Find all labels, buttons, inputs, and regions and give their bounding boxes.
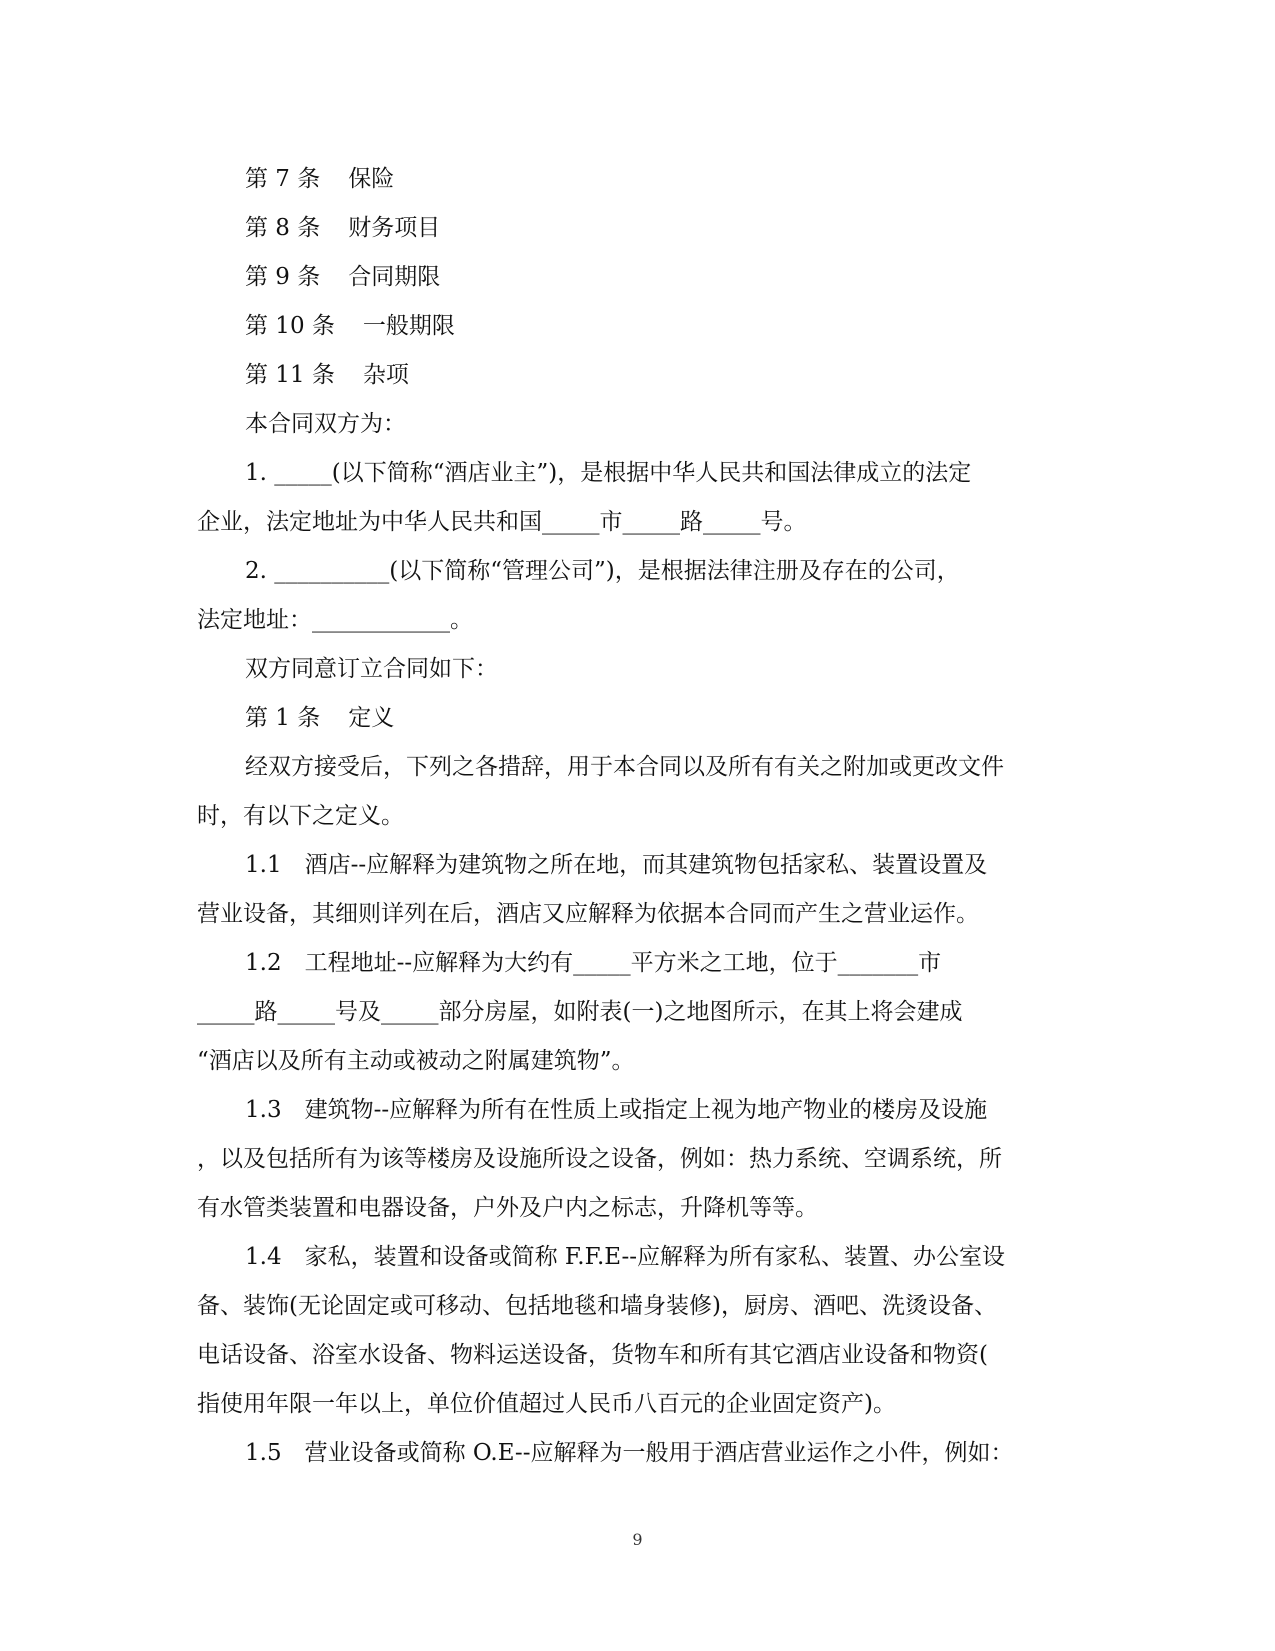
party2-line1: 2. __________(以下简称“管理公司”)，是根据法律注册及存在的公司，: [245, 558, 960, 584]
definition-1-3-line3: 有水管类装置和电器设备，户外及户内之标志，升降机等等。: [197, 1195, 818, 1221]
toc-item-title: 保险: [348, 166, 395, 192]
article-number: 第 1 条: [245, 705, 321, 731]
toc-item-title: 一般期限: [362, 313, 455, 339]
article-1-heading: [197, 694, 1077, 743]
party2-line2: 法定地址：____________。: [197, 607, 473, 633]
article-title: 定义: [348, 705, 395, 731]
definition-1-2-line2: _____路_____号及_____部分房屋，如附表(一)之地图所示，在其上将会建成: [197, 999, 963, 1025]
definition-1-2-line1: 1.2 工程地址--应解释为大约有_____平方米之工地，位于_______市: [245, 950, 942, 976]
definition-1-4-line3: 电话设备、浴室水设备、物料运送设备，货物车和所有其它酒店业设备和物资(: [197, 1342, 988, 1368]
definition-1-2-line3: “酒店以及所有主动或被动之附属建筑物”。: [197, 1048, 635, 1074]
toc-item-number: 第 8 条: [245, 215, 321, 241]
toc-item-11: [197, 351, 1077, 400]
definition-1-4-line1: 1.4 家私，装置和设备或简称 F.F.E--应解释为所有家私、装置、办公室设: [245, 1244, 1006, 1270]
definition-intro-line2: 时，有以下之定义。: [197, 803, 404, 829]
toc-item-number: 第 7 条: [245, 166, 321, 192]
toc-item-number: 第 9 条: [245, 264, 321, 290]
toc-item-title: 合同期限: [348, 264, 441, 290]
document-body: [197, 155, 1077, 1478]
definition-1-3-line1: 1.3 建筑物--应解释为所有在性质上或指定上视为地产物业的楼房及设施: [245, 1097, 988, 1123]
definition-intro-line1: 经双方接受后，下列之各措辞，用于本合同以及所有有关之附加或更改文件: [245, 754, 1004, 780]
definition-1-3-line2: ，以及包括所有为该等楼房及设施所设之设备，例如：热力系统、空调系统，所: [197, 1146, 1002, 1172]
toc-item-number: 第 10 条: [245, 313, 335, 339]
toc-item-10: [197, 302, 1077, 351]
toc-item-7: [197, 155, 1077, 204]
parties-heading: 本合同双方为：: [245, 411, 406, 437]
agreement-statement: 双方同意订立合同如下：: [245, 656, 498, 682]
definition-1-4-line4: 指使用年限一年以上，单位价值超过人民币八百元的企业固定资产)。: [197, 1391, 896, 1417]
party1-line1: 1. _____(以下简称“酒店业主”)，是根据中华人民共和国法律成立的法定: [245, 460, 972, 486]
party1-line2: 企业，法定地址为中华人民共和国_____市_____路_____号。: [197, 509, 807, 535]
page-number: 9: [632, 1530, 643, 1549]
toc-item-8: [197, 204, 1077, 253]
definition-1-4-line2: 备、装饰(无论固定或可移动、包括地毯和墙身装修)，厨房、酒吧、洗烫设备、: [197, 1293, 997, 1319]
definition-1-1-line2: 营业设备，其细则详列在后，酒店又应解释为依据本合同而产生之营业运作。: [197, 901, 979, 927]
definition-1-5-line1: 1.5 营业设备或简称 O.E--应解释为一般用于酒店营业运作之小件，例如：: [245, 1440, 1014, 1466]
toc-item-number: 第 11 条: [245, 362, 335, 388]
definition-1-1-line1: 1.1 酒店--应解释为建筑物之所在地，而其建筑物包括家私、装置设置及: [245, 852, 988, 878]
toc-item-9: [197, 253, 1077, 302]
toc-item-title: 杂项: [362, 362, 409, 388]
toc-item-title: 财务项目: [348, 215, 441, 241]
